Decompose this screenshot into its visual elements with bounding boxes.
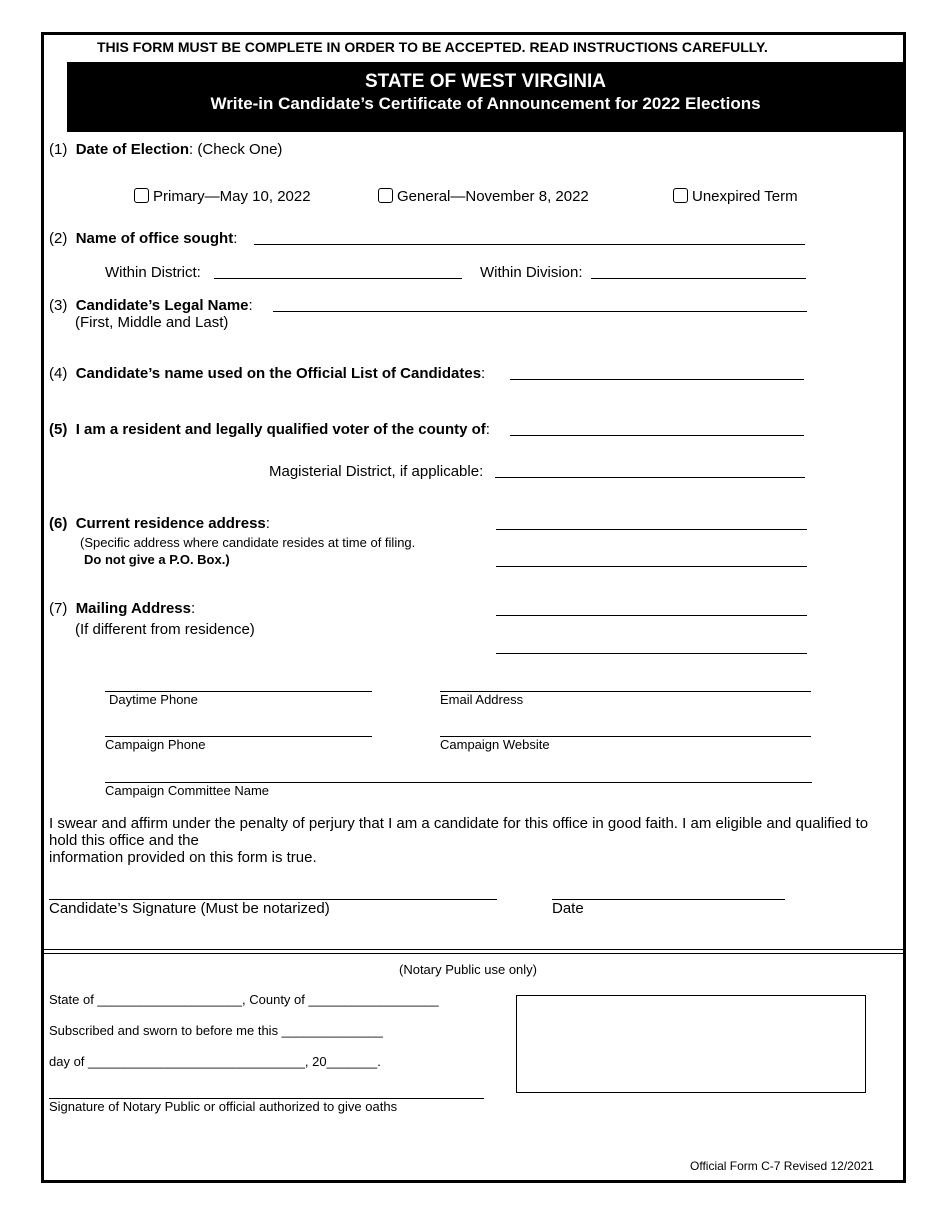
candidate-signature-label: Candidate’s Signature (Must be notarized) bbox=[49, 900, 330, 917]
notary-heading: (Notary Public use only) bbox=[399, 962, 537, 977]
notary-divider-2 bbox=[44, 953, 903, 954]
q1-label: Date of Election bbox=[75, 141, 190, 158]
legal-name-field[interactable] bbox=[273, 311, 807, 312]
checkbox-primary[interactable] bbox=[134, 188, 149, 203]
within-division-label: Within Division: bbox=[480, 264, 583, 281]
within-district-label: Within District: bbox=[105, 264, 201, 281]
q3-sublabel: (First, Middle and Last) bbox=[75, 314, 229, 331]
county-field[interactable] bbox=[510, 435, 804, 436]
q7-heading: (7) Mailing Address: bbox=[49, 600, 196, 617]
option-primary[interactable]: Primary—May 10, 2022 bbox=[134, 188, 311, 205]
q1-heading: (1) Date of Election: (Check One) bbox=[49, 141, 283, 158]
q4-heading: (4) Candidate’s name used on the Official List of Candidates: bbox=[49, 365, 486, 382]
q7-label: Mailing Address bbox=[75, 600, 191, 617]
mailing-address-line-2[interactable] bbox=[496, 653, 807, 654]
notary-signature-label: Signature of Notary Public or official authorized to give oaths bbox=[49, 1099, 398, 1114]
state-title: STATE OF WEST VIRGINIA bbox=[364, 71, 607, 92]
date-field[interactable] bbox=[552, 899, 785, 900]
notary-state-county: State of ____________________, County of __________________ bbox=[49, 992, 439, 1007]
form-header-banner bbox=[67, 62, 904, 132]
residence-address-line-2[interactable] bbox=[496, 566, 807, 567]
q7-sublabel: (If different from residence) bbox=[75, 621, 255, 638]
q2-heading: (2) Name of office sought: bbox=[49, 230, 238, 247]
q3-heading: (3) Candidate’s Legal Name: bbox=[49, 297, 253, 314]
campaign-website-label: Campaign Website bbox=[440, 737, 550, 752]
campaign-committee-label: Campaign Committee Name bbox=[105, 783, 270, 798]
q2-label: Name of office sought bbox=[75, 230, 234, 247]
residence-address-line-1[interactable] bbox=[496, 529, 807, 530]
q6-label: Current residence address bbox=[75, 515, 266, 532]
option-unexpired-term[interactable]: Unexpired Term bbox=[673, 188, 798, 205]
form-id: Official Form C-7 Revised 12/2021 bbox=[690, 1159, 874, 1173]
campaign-phone-label: Campaign Phone bbox=[105, 737, 206, 752]
checkbox-general[interactable] bbox=[378, 188, 393, 203]
daytime-phone-label: Daytime Phone bbox=[109, 692, 198, 707]
notary-day-of: day of ______________________________, 20_______. bbox=[49, 1054, 381, 1069]
q6-heading: (6) Current residence address: bbox=[49, 515, 270, 532]
option-general[interactable]: General—November 8, 2022 bbox=[378, 188, 589, 205]
mailing-address-line-1[interactable] bbox=[496, 615, 807, 616]
magisterial-district-field[interactable] bbox=[495, 477, 805, 478]
date-label: Date bbox=[552, 900, 584, 917]
within-division-field[interactable] bbox=[591, 278, 806, 279]
official-list-name-field[interactable] bbox=[510, 379, 804, 380]
q6-sublabel-1: (Specific address where candidate resides at time of filing. bbox=[80, 535, 416, 550]
oath-statement: I swear and affirm under the penalty of perjury that I am a candidate for this office in good faith. I am eligible and qualified to hold this office and the information provided on this form is true. bbox=[49, 815, 869, 866]
q5-label: I am a resident and legally qualified voter of the county of bbox=[75, 421, 486, 438]
q3-label: Candidate’s Legal Name bbox=[75, 297, 249, 314]
notary-seal-box[interactable] bbox=[516, 995, 866, 1093]
form-notice: THIS FORM MUST BE COMPLETE IN ORDER TO BE ACCEPTED. READ INSTRUCTIONS CAREFULLY. bbox=[97, 39, 768, 55]
email-label: Email Address bbox=[440, 692, 524, 707]
q6-sublabel-2: Do not give a P.O. Box.) bbox=[84, 552, 230, 567]
office-sought-field[interactable] bbox=[254, 244, 805, 245]
notary-divider bbox=[44, 949, 903, 950]
notary-sworn: Subscribed and sworn to before me this ______________ bbox=[49, 1023, 383, 1038]
form-title: Write-in Candidate’s Certificate of Announcement for 2022 Elections bbox=[210, 94, 761, 113]
within-district-field[interactable] bbox=[214, 278, 462, 279]
q4-label: Candidate’s name used on the Official List of Candidates bbox=[75, 365, 482, 382]
magisterial-district-label: Magisterial District, if applicable: bbox=[269, 463, 484, 480]
q5-heading: (5) I am a resident and legally qualified voter of the county of: bbox=[49, 421, 490, 438]
checkbox-unexpired-term[interactable] bbox=[673, 188, 688, 203]
